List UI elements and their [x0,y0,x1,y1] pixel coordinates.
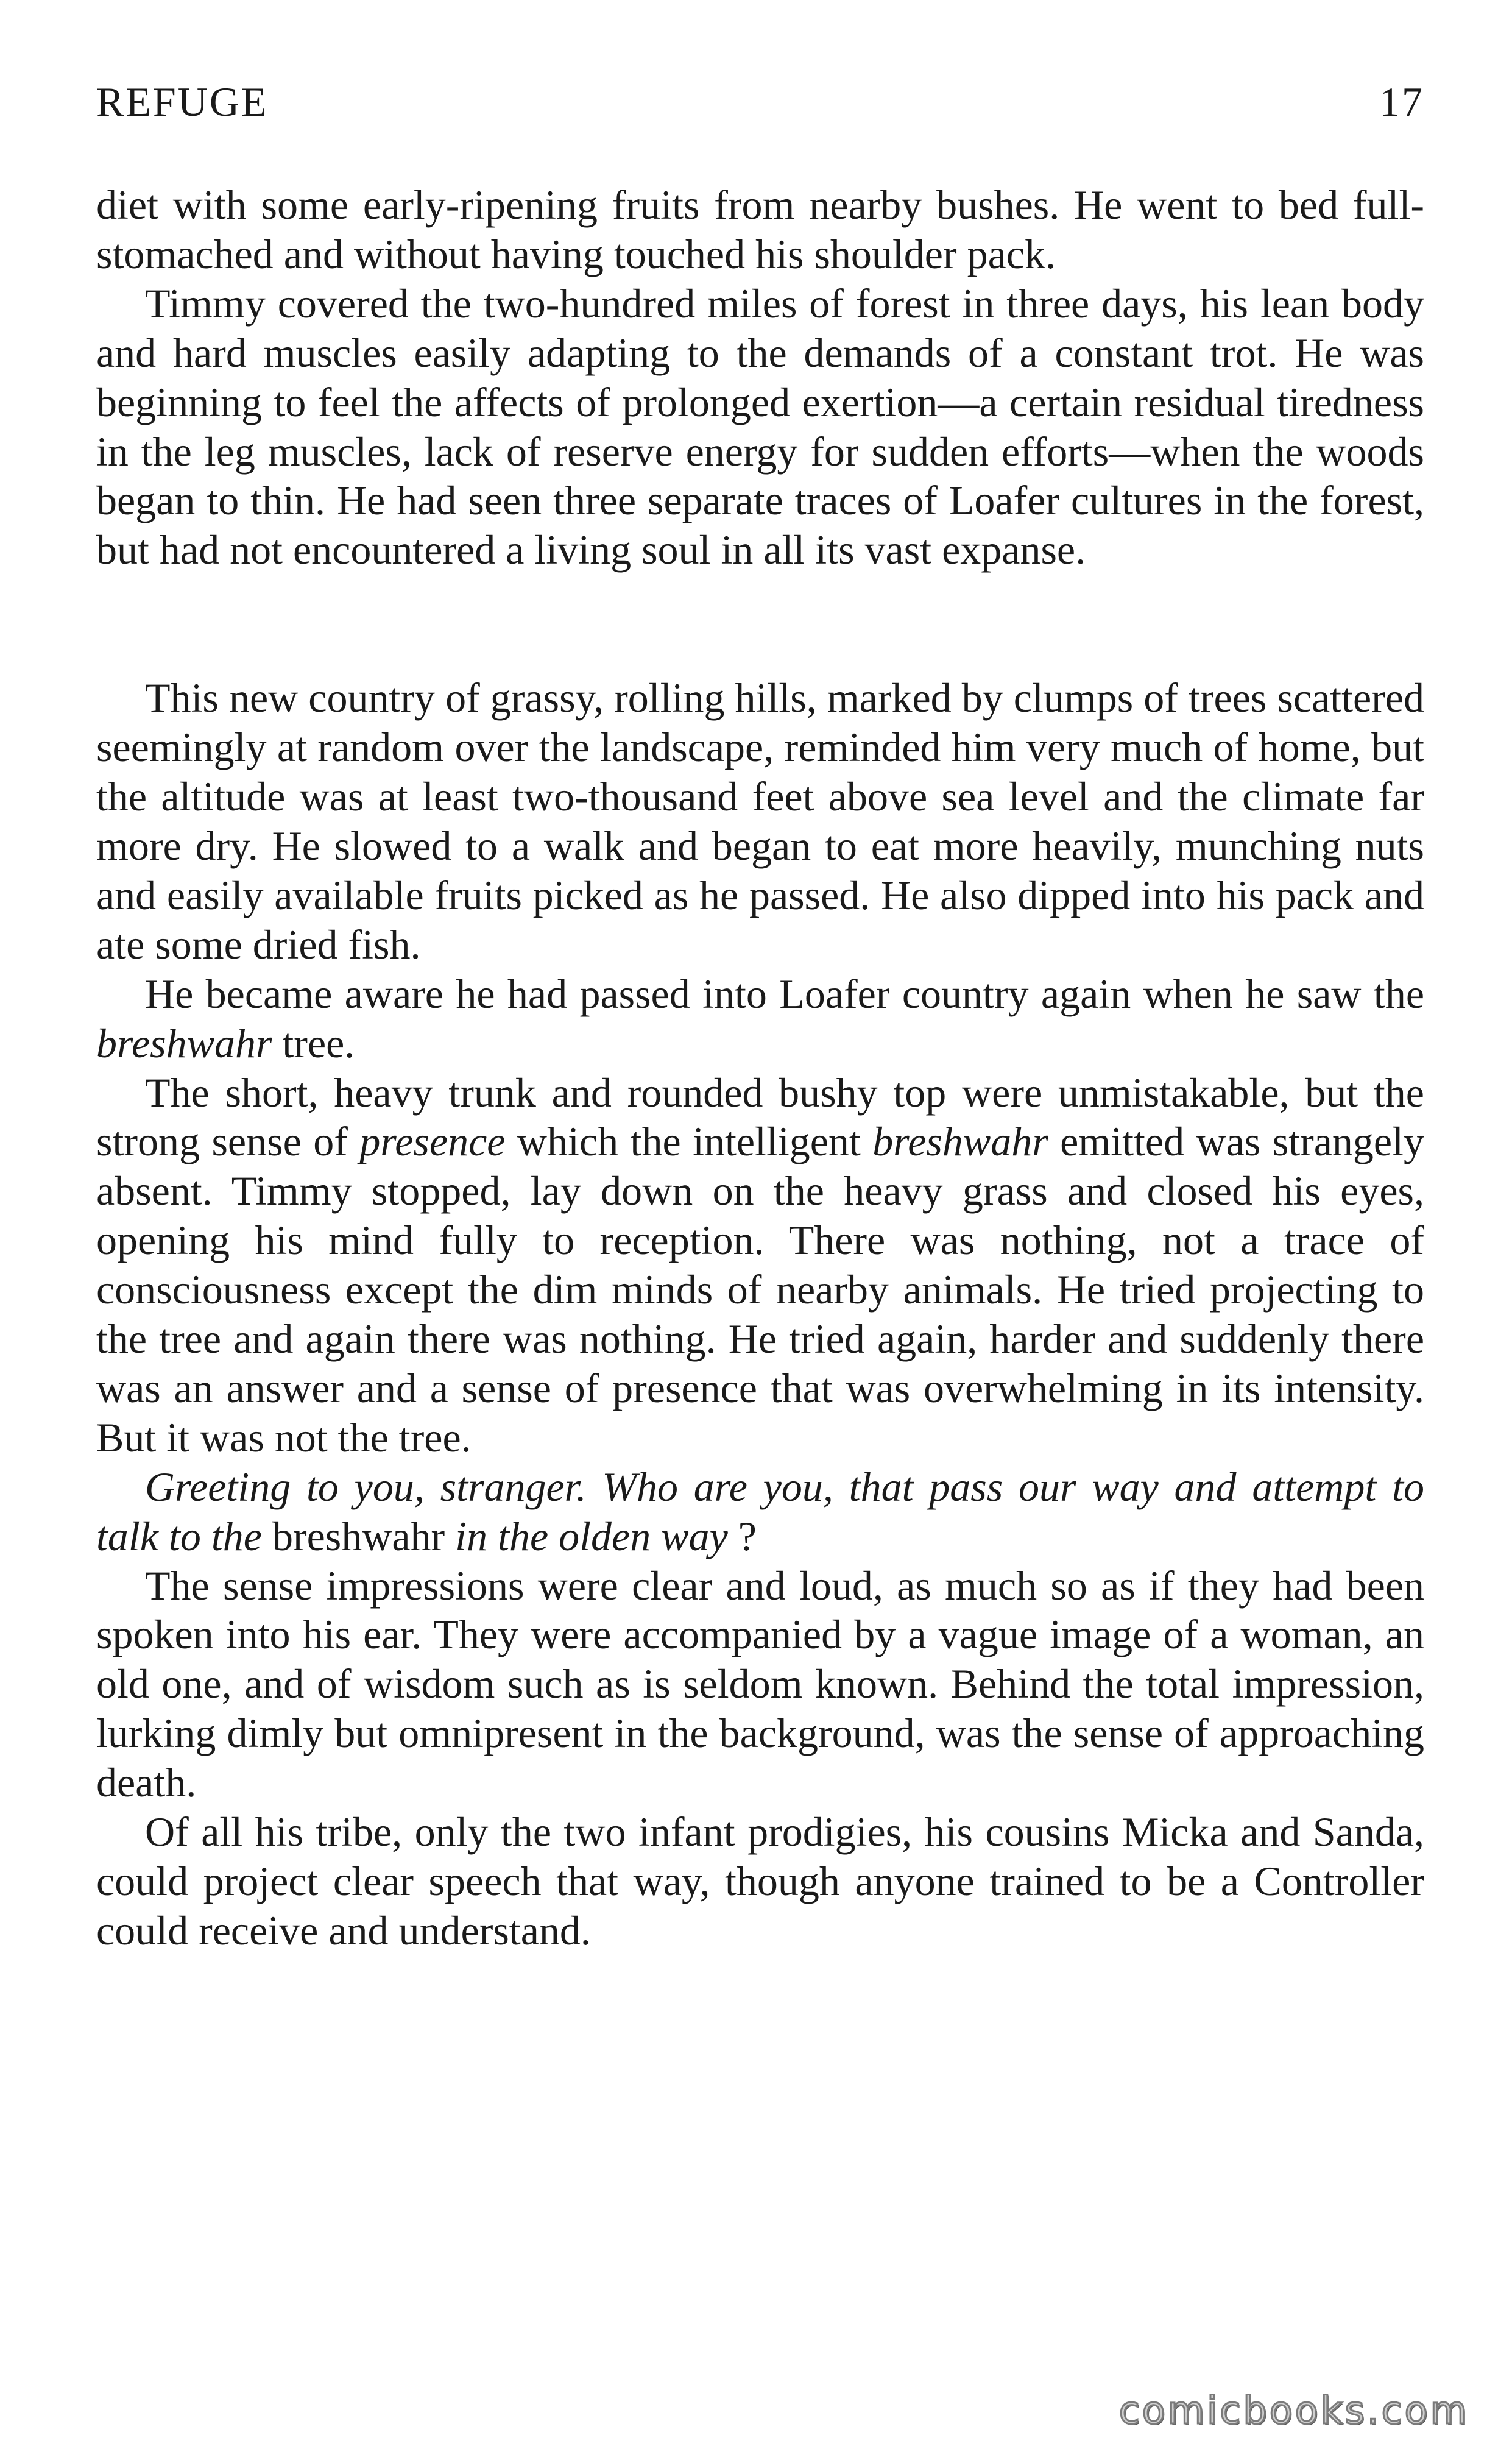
telepathic-speech [96,1462,1424,1561]
paragraph [96,969,1424,1068]
italic-speech: in the olden way [445,1512,728,1559]
text-section-2 [96,673,1424,1955]
paragraph-continued: diet with some early-ripening fruits from nearby bushes. He went to bed full-stomached and without having touched his shoulder pack. [96,182,1424,277]
paragraph: The sense impressions were clear and loud, as much so as if they had been spoken into his ear. They were accompanied by a vague image of a woman, an old one, and of wisdom such as is seldom known. Behind the total impression, lurking dimly but omnipresent in the background, was the sense of approaching death. [96,1562,1424,1806]
paragraph [96,1068,1424,1462]
running-title: REFUGE [96,79,269,125]
watermark: comicbooks.com [1118,2388,1469,2433]
body-text [96,180,1424,1955]
paragraph-text: tree. [272,1019,355,1066]
italic-speech: Greeting to you, stranger. Who are you, that pass our way and attempt to talk to the [96,1463,1424,1559]
italic-term: breshwahr [872,1118,1048,1165]
italic-term: breshwahr [96,1019,272,1066]
italic-term: presence [359,1118,506,1165]
paragraph: This new country of grassy, rolling hills, marked by clumps of trees scattered seemingly at random over the landscape, reminded him very much of home, but the altitude was at least two-thousand feet above sea level and the climate far more dry. He slowed to a walk and began to eat more heavily, munching nuts and easily available fruits picked as he passed. He also dipped into his pack and ate some dried fish. [96,675,1424,968]
paragraph-text: He became aware he had passed into Loafer country again when he saw the [145,970,1424,1017]
question-mark: ? [727,1512,757,1559]
paragraph-text: which the intelligent [505,1118,873,1165]
page-number: 17 [1379,79,1424,125]
paragraph: Of all his tribe, only the two infant prodigies, his cousins Micka and Sanda, could project clear speech that way, though anyone trained to be a Controller could receive and understand. [96,1809,1424,1954]
paragraph: Timmy covered the two-hundred miles of forest in three days, his lean body and hard muscles easily adapting to the demands of a constant trot. He was beginning to feel the affects of prolonged exertion—a certain residual tiredness in the leg muscles, lack of reserve energy for sudden efforts—when the woods began to thin. He had seen three separate traces of Loafer cultures in the forest, but had not encountered a living soul in all its vast expanse. [96,280,1424,573]
roman-term: breshwahr [272,1512,445,1559]
paragraph-text: emitted was strangely absent. Timmy stopped, lay down on the heavy grass and closed his eyes, opening his mind fully to reception. There was nothing, not a trace of consciousness except the dim minds of nearby animals. He tried projecting to the tree and again there was nothing. He tried again, harder and suddenly there was an answer and a sense of presence that was overwhelming in its intensity. But it was not the tree. [96,1118,1424,1461]
text-section-1 [96,180,1424,575]
paragraph-text: The short, heavy trunk and rounded bushy top were unmistakable, but the strong sense of [96,1069,1424,1165]
running-head [96,78,1424,145]
